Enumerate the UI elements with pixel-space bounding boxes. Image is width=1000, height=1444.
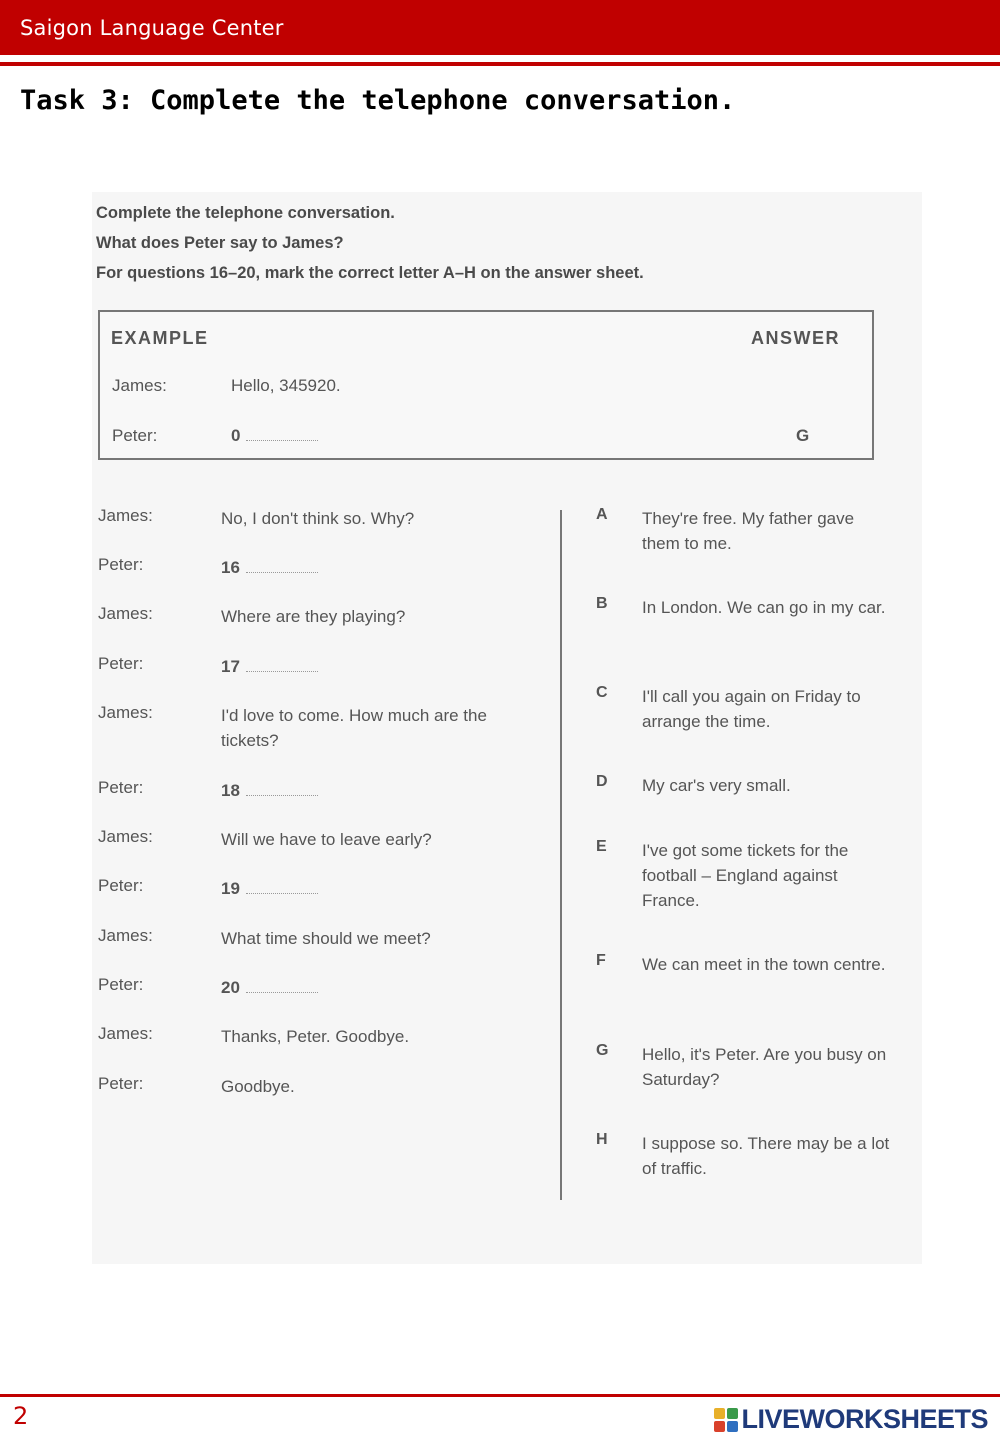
speaker-label: James:	[98, 1024, 153, 1043]
option-letter: A	[596, 506, 608, 523]
question-number: 16	[221, 558, 240, 577]
option-letter: C	[596, 684, 608, 701]
answer-gap	[221, 555, 541, 580]
page-number: 2	[13, 1402, 29, 1430]
answer-gap	[221, 876, 541, 901]
task-title: Task 3: Complete the telephone conversation.	[20, 85, 736, 116]
option-letter: B	[596, 595, 608, 612]
speaker-label: Peter:	[98, 555, 144, 574]
speaker-label: Peter:	[98, 654, 144, 673]
option-text: Hello, it's Peter. Are you busy on Saturday?	[642, 1045, 887, 1089]
example-text: Hello, 345920.	[231, 376, 341, 395]
speaker-label: James:	[98, 827, 153, 846]
answer-gap	[221, 654, 541, 679]
answer-gap	[221, 975, 541, 1000]
option-text: We can meet in the town centre.	[642, 955, 886, 974]
option-text: I suppose so. There may be a lot of traffic.	[642, 1134, 890, 1178]
speaker-label: Peter:	[98, 876, 144, 895]
liveworksheets-logo-icon	[714, 1408, 738, 1432]
dialogue-text: Will we have to leave early?	[221, 830, 432, 849]
option-letter: E	[596, 838, 607, 855]
example-gap	[231, 426, 318, 446]
option-letter: G	[596, 1042, 609, 1059]
header-bar	[0, 0, 1000, 55]
answer-blank	[246, 428, 318, 441]
dialogue-text: I'd love to come. How much are the tickets?	[221, 706, 487, 750]
answer-blank[interactable]	[246, 783, 318, 796]
option-text: They're free. My father gave them to me.	[642, 509, 855, 553]
speaker-label: Peter:	[98, 778, 144, 797]
column-divider	[560, 510, 562, 1200]
dialogue-text: What time should we meet?	[221, 929, 431, 948]
dialogue-text: Where are they playing?	[221, 607, 406, 626]
speaker-label: Peter:	[98, 1074, 144, 1093]
option-text: I'll call you again on Friday to arrange the time.	[642, 687, 861, 731]
dialogue-text: Thanks, Peter. Goodbye.	[221, 1027, 410, 1046]
example-speaker: Peter:	[112, 426, 158, 445]
example-answer: G	[796, 426, 810, 445]
speaker-label: Peter:	[98, 975, 144, 994]
instruction-line: For questions 16–20, mark the correct letter A–H on the answer sheet.	[96, 264, 644, 282]
instruction-line: Complete the telephone conversation.	[96, 204, 395, 222]
option-letter: F	[596, 952, 606, 969]
worksheet-scan	[92, 192, 922, 1264]
question-number: 17	[221, 657, 240, 676]
speaker-label: James:	[98, 604, 153, 623]
example-label: EXAMPLE	[111, 328, 209, 348]
option-text: In London. We can go in my car.	[642, 598, 886, 617]
header-divider	[0, 62, 1000, 66]
speaker-label: James:	[98, 506, 153, 525]
dialogue-text: Goodbye.	[221, 1077, 295, 1096]
option-letter: H	[596, 1131, 608, 1148]
answer-blank[interactable]	[246, 881, 318, 894]
answer-blank[interactable]	[246, 560, 318, 573]
example-box	[98, 310, 874, 460]
question-number: 18	[221, 781, 240, 800]
dialogue-text: No, I don't think so. Why?	[221, 509, 415, 528]
answer-label: ANSWER	[751, 328, 840, 348]
question-number: 20	[221, 978, 240, 997]
liveworksheets-logo[interactable]	[714, 1404, 988, 1435]
example-number: 0	[231, 426, 241, 445]
speaker-label: James:	[98, 703, 153, 722]
example-speaker: James:	[112, 376, 167, 395]
option-text: My car's very small.	[642, 776, 791, 795]
answer-gap	[221, 778, 541, 803]
answer-blank[interactable]	[246, 659, 318, 672]
option-text: I've got some tickets for the football – England against France.	[642, 841, 849, 910]
brand-name: LIVEWORKSHEETS	[741, 1404, 988, 1434]
answer-blank[interactable]	[246, 980, 318, 993]
instruction-line: What does Peter say to James?	[96, 234, 344, 252]
option-letter: D	[596, 773, 608, 790]
footer-divider	[0, 1394, 1000, 1397]
speaker-label: James:	[98, 926, 153, 945]
question-number: 19	[221, 879, 240, 898]
header-title: Saigon Language Center	[20, 16, 284, 40]
